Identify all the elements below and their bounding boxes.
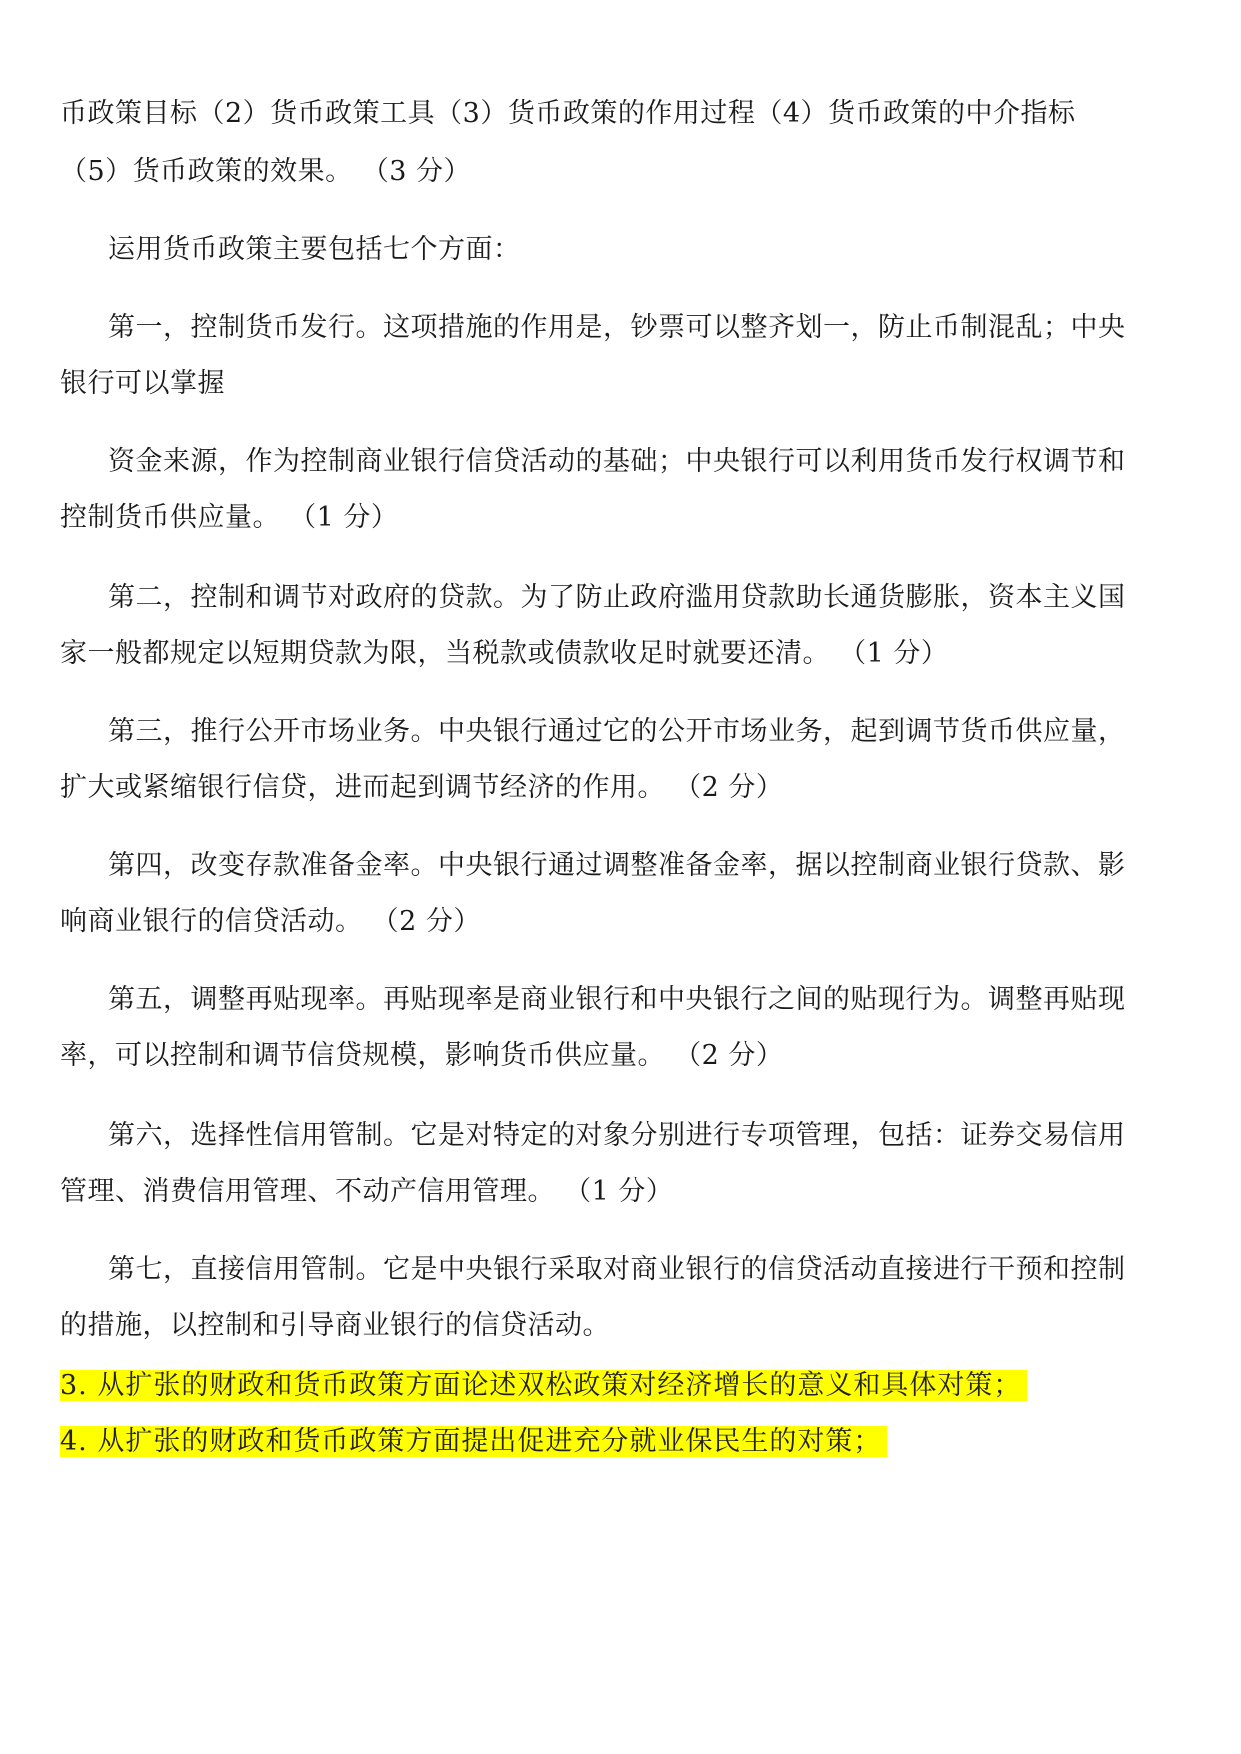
point-1-line-3: 资金来源，作为控制商业银行信贷活动的基础；中央银行可以利用货币发行权调节和 bbox=[108, 446, 1126, 477]
point-7-line-1: 第七，直接信用管制。它是中央银行采取对商业银行的信贷活动直接进行干预和控制 bbox=[108, 1254, 1126, 1285]
text-line-2: （5）货币政策的效果。 （3 分） bbox=[60, 156, 472, 187]
point-6-line-1: 第六，选择性信用管制。它是对特定的对象分别进行专项管理，包括：证券交易信用 bbox=[108, 1120, 1126, 1151]
highlighted-question-4 bbox=[60, 1424, 1180, 1460]
highlight-text-3: 3. 从扩张的财政和货币政策方面论述双松政策对经济增长的意义和具体对策； bbox=[60, 1370, 1027, 1401]
point-1-line-4: 控制货币供应量。 （1 分） bbox=[60, 502, 399, 533]
point-6-line-2: 管理、消费信用管理、不动产信用管理。 （1 分） bbox=[60, 1176, 674, 1207]
point-7-line-2: 的措施，以控制和引导商业银行的信贷活动。 bbox=[60, 1310, 610, 1341]
section-intro: 运用货币政策主要包括七个方面： bbox=[108, 234, 521, 265]
point-3-line-2: 扩大或紧缩银行信贷，进而起到调节经济的作用。 （2 分） bbox=[60, 772, 784, 803]
text-line-1: 币政策目标（2）货币政策工具（3）货币政策的作用过程（4）货币政策的中介指标 bbox=[60, 98, 1076, 129]
point-2-line-2: 家一般都规定以短期贷款为限，当税款或债款收足时就要还清。 （1 分） bbox=[60, 638, 949, 669]
point-5-line-2: 率，可以控制和调节信贷规模，影响货币供应量。 （2 分） bbox=[60, 1040, 784, 1071]
point-1-line-1: 第一，控制货币发行。这项措施的作用是，钞票可以整齐划一，防止币制混乱；中央 bbox=[108, 312, 1126, 343]
point-1-line-2: 银行可以掌握 bbox=[60, 368, 225, 399]
point-2-line-1: 第二，控制和调节对政府的贷款。为了防止政府滥用贷款助长通货膨胀，资本主义国 bbox=[108, 582, 1126, 613]
point-4-line-1: 第四，改变存款准备金率。中央银行通过调整准备金率，据以控制商业银行贷款、影 bbox=[108, 850, 1126, 881]
highlighted-question-3 bbox=[60, 1368, 1180, 1404]
highlight-text-4: 4. 从扩张的财政和货币政策方面提出促进充分就业保民生的对策； bbox=[60, 1426, 887, 1457]
point-5-line-1: 第五，调整再贴现率。再贴现率是商业银行和中央银行之间的贴现行为。调整再贴现 bbox=[108, 984, 1126, 1015]
point-3-line-1: 第三，推行公开市场业务。中央银行通过它的公开市场业务，起到调节货币供应量， bbox=[108, 716, 1126, 747]
point-4-line-2: 响商业银行的信贷活动。 （2 分） bbox=[60, 906, 481, 937]
